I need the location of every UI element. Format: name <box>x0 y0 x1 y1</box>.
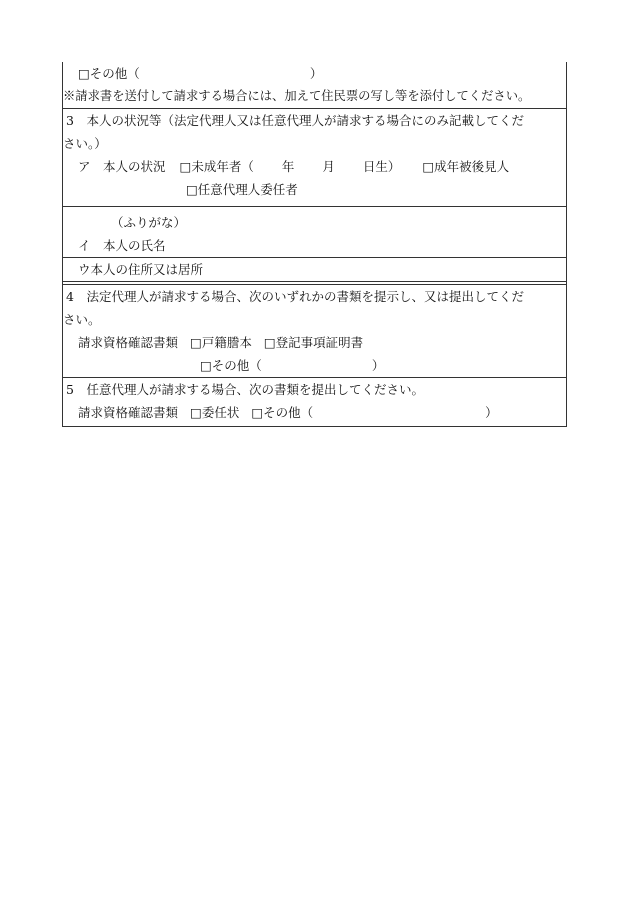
birth-day-label: 日生） <box>362 159 401 174</box>
section-3-principal-identity <box>62 206 567 284</box>
voluntary-principal-row <box>63 178 566 201</box>
principal-address-field[interactable] <box>63 258 566 282</box>
principal-address-label: ウ本人の住所又は居所 <box>78 262 204 277</box>
request-form <box>62 62 567 427</box>
principal-name-label: イ 本人の氏名 <box>78 238 166 253</box>
other-close-paren: ） <box>309 66 323 81</box>
legal-agent-other-row <box>63 354 566 377</box>
birth-year-label: 年 <box>281 159 295 174</box>
voluntary-agent-docs-row <box>63 401 566 424</box>
section-4-legal-agent-docs <box>62 284 567 377</box>
voluntary-agent-other-close-paren: ） <box>485 405 498 420</box>
principal-status-label: ア 本人の状況 <box>78 159 166 174</box>
section-5-voluntary-agent-docs <box>62 377 567 427</box>
principal-name-field[interactable] <box>63 234 566 258</box>
furigana-label: （ふりがな） <box>111 215 187 230</box>
other-checkbox-label[interactable]: □その他（ <box>78 66 140 81</box>
legal-agent-other-checkbox-label[interactable]: □その他（ <box>200 358 262 373</box>
other-row <box>63 62 566 85</box>
voluntary-agent-other-checkbox-label[interactable]: □その他（ <box>251 405 314 420</box>
section-4-heading-line1: 4 法定代理人が請求する場合、次のいずれかの書類を提示し、又は提出してくだ <box>66 289 524 304</box>
section-3-principal-status <box>62 109 567 206</box>
voluntary-agent-doc-label: 請求資格確認書類 <box>78 405 179 420</box>
principal-status-row <box>63 155 566 178</box>
family-register-checkbox-label[interactable]: □戸籍謄本 <box>190 335 252 350</box>
adult-ward-checkbox-label[interactable]: □成年被後見人 <box>422 159 510 174</box>
section-3-heading-line2: さい。） <box>63 136 107 151</box>
legal-agent-doc-label: 請求資格確認書類 <box>78 335 179 350</box>
registry-cert-checkbox-label[interactable]: □登記事項証明書 <box>263 335 364 350</box>
power-of-attorney-checkbox-label[interactable]: □委任状 <box>190 405 240 420</box>
legal-agent-other-close-paren: ） <box>371 358 385 373</box>
mail-request-note: ※請求書を送付して請求する場合には、加えて住民票の写し等を添付してください。 <box>63 85 566 109</box>
minor-checkbox-label[interactable]: □未成年者（ <box>179 159 254 174</box>
birth-month-label: 月 <box>322 159 335 174</box>
voluntary-principal-checkbox-label[interactable]: □任意代理人委任者 <box>186 182 298 197</box>
section-5-heading: 5 任意代理人が請求する場合、次の書類を提出してください。 <box>66 382 424 397</box>
section-3-heading-line1: 3 本人の状況等（法定代理人又は任意代理人が請求する場合にのみ記載してくだ <box>66 113 524 128</box>
section-other-continued <box>62 62 567 109</box>
legal-agent-docs-row <box>63 331 566 354</box>
section-4-heading-line2: さい。 <box>63 312 101 327</box>
